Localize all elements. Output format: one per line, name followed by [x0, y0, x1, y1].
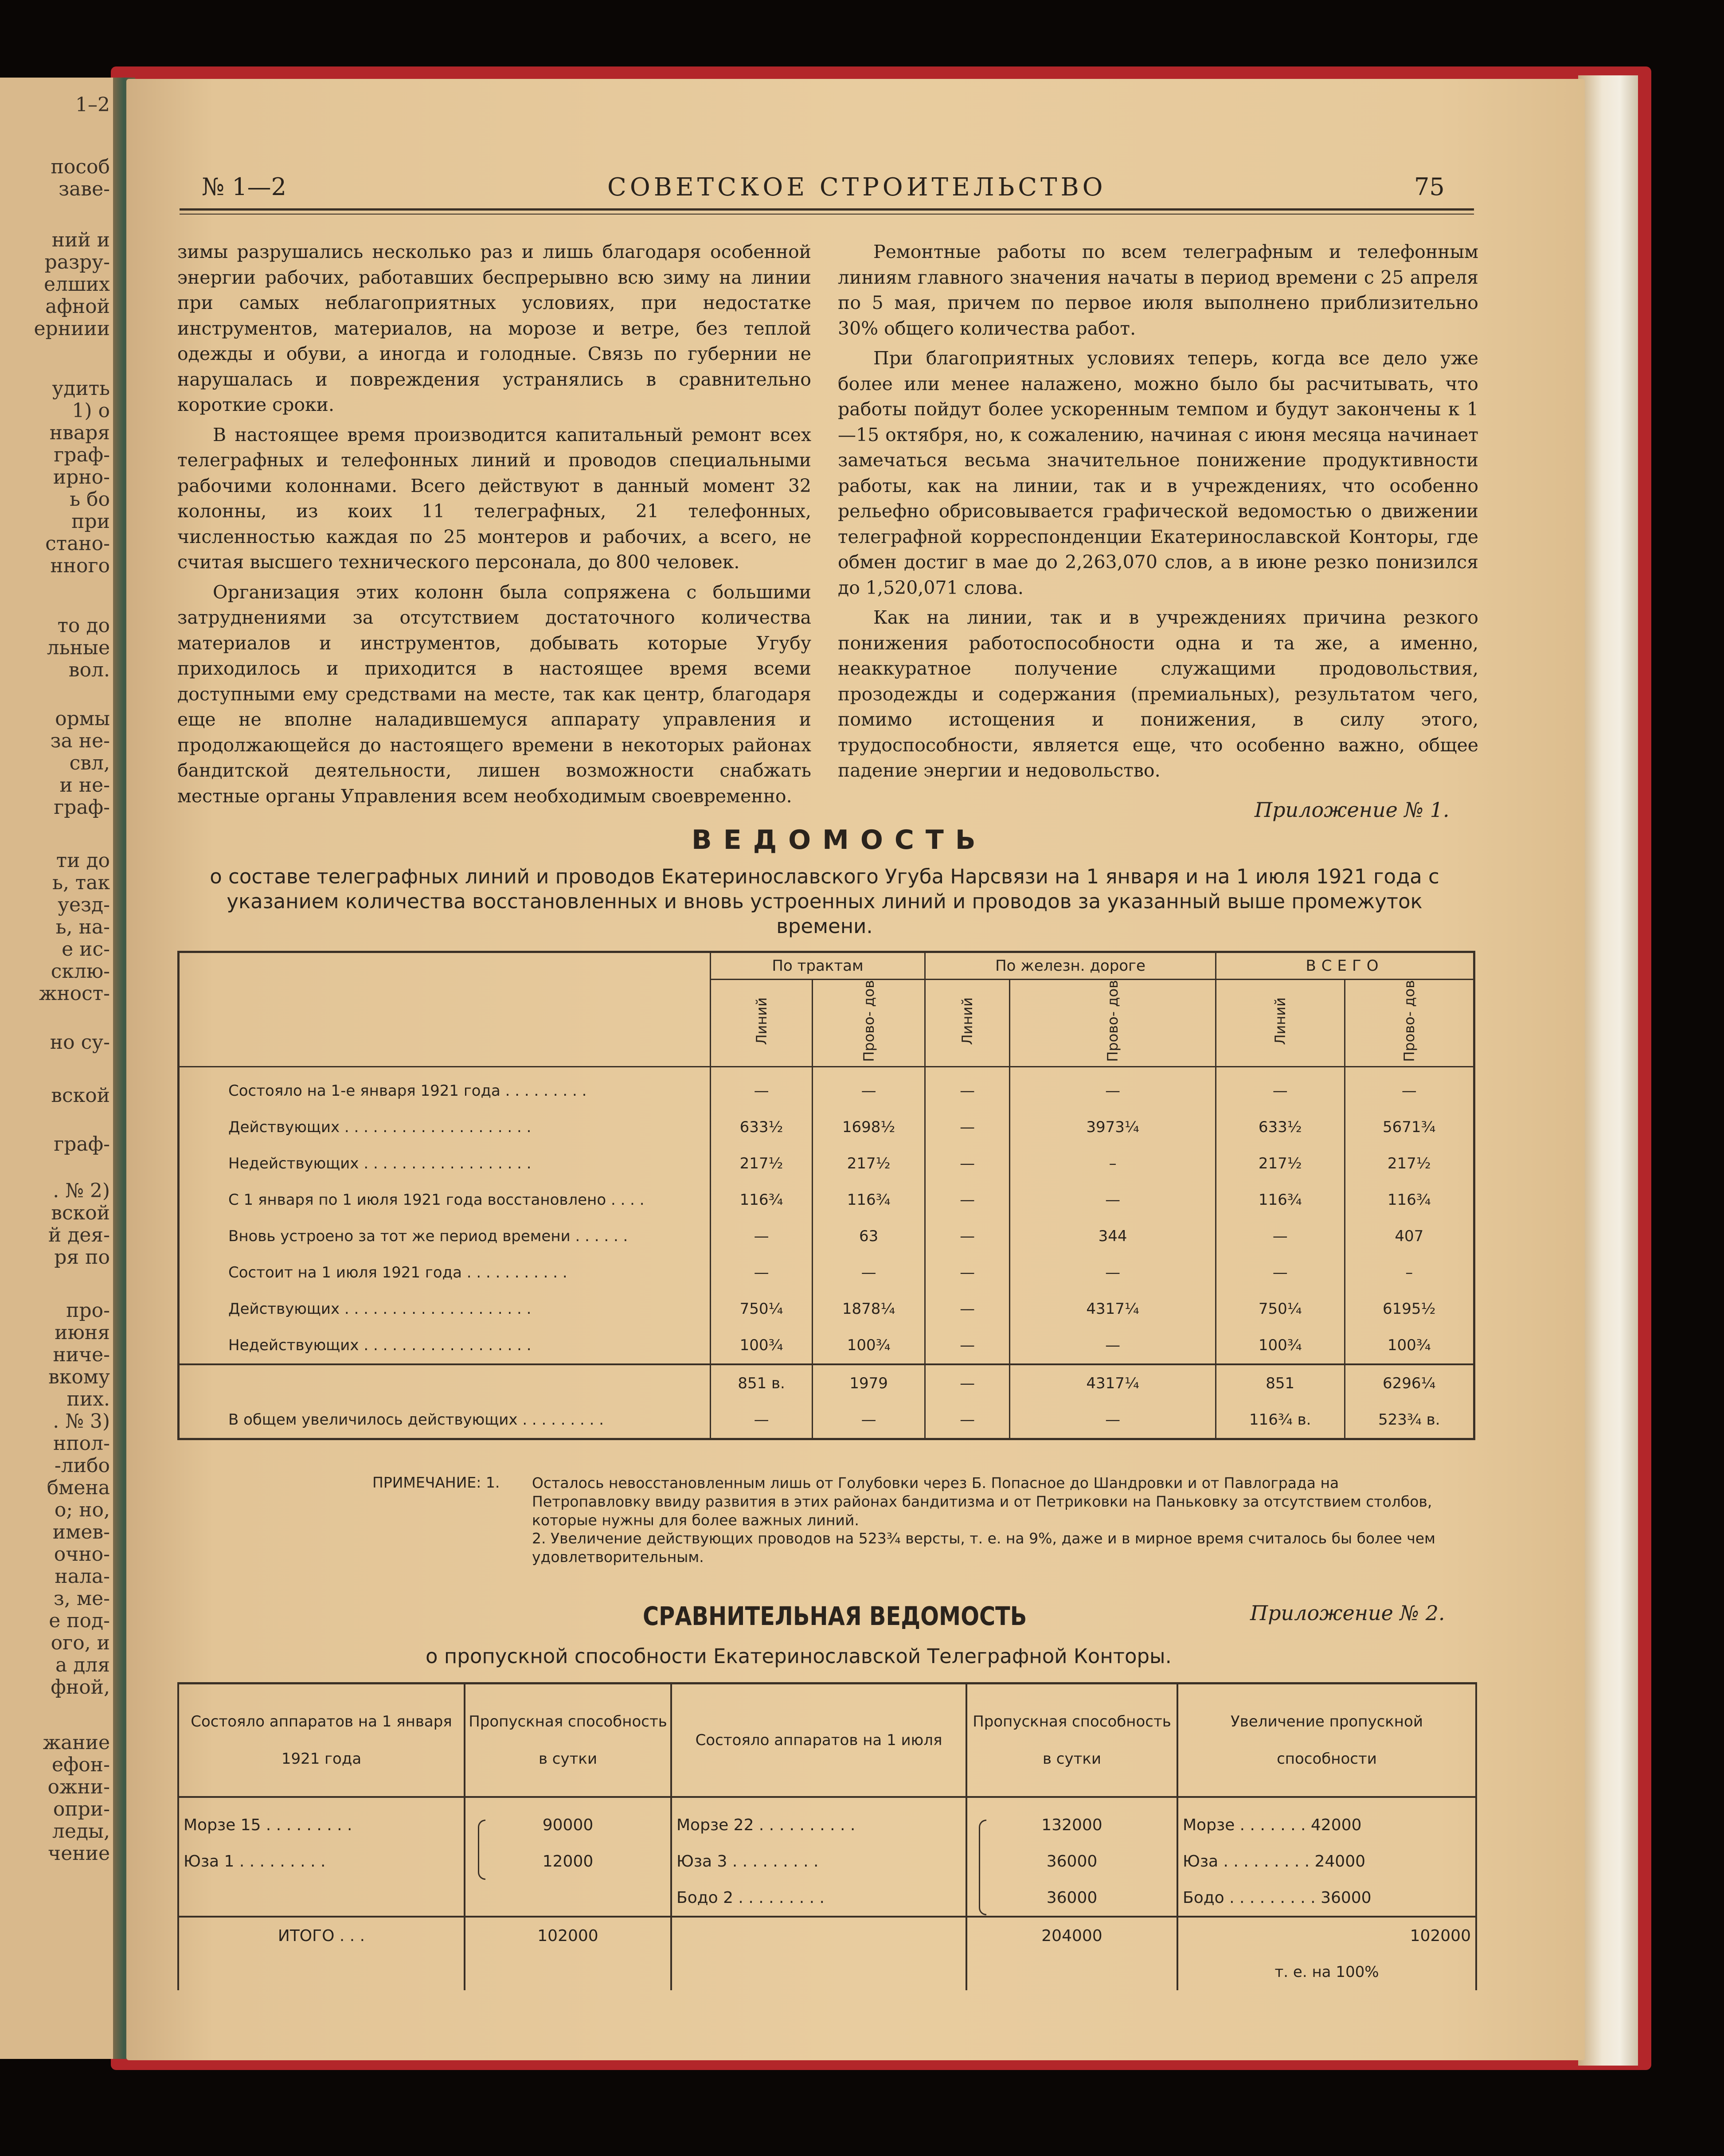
table-cell: —: [1216, 1254, 1345, 1291]
left-page-text-fragment: удить: [52, 377, 110, 400]
footnote: т. е. на 100%: [1177, 1954, 1476, 1990]
left-page-text-fragment: но су-: [50, 1031, 110, 1054]
table-cell: —: [711, 1218, 813, 1254]
left-page-text-fragment: ти до: [56, 849, 110, 872]
table-cell: 1878¼: [813, 1291, 925, 1327]
table-row: [179, 1254, 1474, 1291]
left-page-text-fragment: вской: [51, 1084, 110, 1107]
left-page-text-fragment: жание: [43, 1731, 110, 1754]
table-cell: 217½: [1345, 1145, 1474, 1182]
left-page-text-fragment: и не-: [59, 774, 110, 797]
left-page-text-fragment: склю-: [51, 960, 110, 983]
left-page-text-fragment: е ис-: [62, 938, 110, 961]
row-label: Состояло на 1-е января 1921 года . . . . . . . . .: [228, 1082, 587, 1100]
left-page-text-fragment: й дея-: [48, 1224, 110, 1246]
statement-subtitle: о составе телеграфных линий и проводов Екатеринославского Угуба Нарсвязи на 1 января и на 1 июля 1921 года с указанием количества восстановленных и вновь устроенных линий и проводов за указанный выше промежуток времени.: [210, 865, 1439, 938]
note-text: Осталось невосстановленным лишь от Голубовки через Б. Попасное до Шандровки и от Павлограда на Петропавловку ввиду развития в этих районах бандитизма и от Петриковки на Паньковку за отсутствием столбов, которые нужны для более важных линий.: [532, 1474, 1432, 1529]
table-row: [179, 1182, 1474, 1218]
table-cell: —: [813, 1402, 925, 1439]
row-label: Действующих . . . . . . . . . . . . . . . . . . . .: [228, 1118, 532, 1136]
table-cell: —: [1010, 1182, 1216, 1218]
sub-header: Линий: [925, 980, 1010, 1067]
sub-header: Прово- дов: [813, 980, 925, 1067]
left-page-text-fragment: свл,: [69, 752, 110, 774]
left-page-text-fragment: пих.: [66, 1388, 110, 1410]
table-cell: 116¾: [1216, 1182, 1345, 1218]
table-cell: 6296¼: [1345, 1364, 1474, 1402]
left-page-text-fragment: ирно-: [53, 466, 110, 488]
table-row: [178, 1879, 1476, 1917]
left-page-text-fragment: льные: [47, 637, 110, 659]
table-cell: —: [925, 1402, 1010, 1439]
left-page-text-fragment: уезд-: [58, 894, 110, 916]
left-page-text-fragment: про-: [66, 1299, 110, 1322]
left-page-text-fragment: -либо: [54, 1454, 110, 1477]
page-number: 75: [1414, 173, 1445, 201]
left-column: [177, 239, 811, 813]
cell: 102000: [1177, 1917, 1476, 1954]
issue-number: № 1—2: [202, 173, 286, 201]
table-cell: 116¾: [1345, 1182, 1474, 1218]
page-edges: [1578, 75, 1638, 2066]
row-label: Действующих . . . . . . . . . . . . . . . . . . . .: [228, 1300, 532, 1318]
left-page: [0, 78, 116, 2059]
table-cell: 63: [813, 1218, 925, 1254]
row-label: [179, 1364, 711, 1402]
left-page-text-fragment: елших: [43, 273, 110, 296]
left-page-text-fragment: ря по: [54, 1246, 110, 1269]
table-cell: —: [711, 1402, 813, 1439]
table-row: [179, 1066, 1474, 1109]
table-cell: —: [925, 1109, 1010, 1145]
left-page-text-fragment: вской: [51, 1202, 110, 1224]
group-header: По железн. дороге: [925, 952, 1216, 980]
table-cell: 1979: [813, 1364, 925, 1402]
left-page-text-fragment: за не-: [50, 730, 110, 752]
table-cell: 217½: [813, 1145, 925, 1182]
table-cell: —: [925, 1327, 1010, 1364]
table-cell: –: [1010, 1145, 1216, 1182]
table-cell: —: [925, 1254, 1010, 1291]
table-cell: 100¾: [1216, 1327, 1345, 1364]
left-page-text-fragment: ого, и: [51, 1632, 110, 1654]
cell: 204000: [966, 1917, 1177, 1954]
sub-header: Линий: [1216, 980, 1345, 1067]
left-page-text-fragment: ь бо: [70, 488, 110, 511]
row-label: С 1 января по 1 июля 1921 года восстановлено . . . .: [228, 1191, 645, 1209]
cell: 90000: [465, 1807, 671, 1843]
left-page-text-fragment: то до: [57, 614, 110, 637]
cell: 12000: [465, 1843, 671, 1879]
left-page-text-fragment: стано-: [45, 532, 110, 555]
table-cell: —: [925, 1364, 1010, 1402]
cell: Юза . . . . . . . . . 24000: [1177, 1843, 1476, 1879]
table-cell: —: [1216, 1218, 1345, 1254]
left-page-text-fragment: опри-: [53, 1798, 110, 1820]
cell: Бодо 2 . . . . . . . . .: [671, 1879, 966, 1917]
statement-title: ВЕДОМОСТЬ: [692, 824, 987, 855]
table-cell: —: [1010, 1327, 1216, 1364]
table-cell: 3973¼: [1010, 1109, 1216, 1145]
row-label: Недействующих . . . . . . . . . . . . . . . . . .: [228, 1154, 532, 1172]
footnote-row: [178, 1954, 1476, 1990]
bracket: [478, 1820, 485, 1880]
table-cell: 100¾: [711, 1327, 813, 1364]
table-row: [179, 1218, 1474, 1254]
journal-title: СОВЕТСКОЕ СТРОИТЕЛЬСТВО: [607, 173, 1106, 202]
cell: Юза 3 . . . . . . . . .: [671, 1843, 966, 1879]
left-page-text-fragment: 1) о: [72, 399, 110, 422]
left-page-text-fragment: з, ме-: [53, 1587, 110, 1610]
lines-statement-table: [177, 951, 1475, 1440]
table-row: [179, 1402, 1474, 1439]
table-cell: —: [925, 1066, 1010, 1109]
capacity-table: [177, 1682, 1477, 1990]
table-cell: 217½: [711, 1145, 813, 1182]
table-row: [179, 1109, 1474, 1145]
left-page-text-fragment: июня: [55, 1321, 110, 1344]
appendix-label: Приложение № 1.: [1255, 798, 1450, 822]
table-cell: 4317¼: [1010, 1291, 1216, 1327]
paragraph: В настоящее время производится капитальный ремонт всех телеграфных и телефонных линий и проводов специальными рабочими колоннами. Всего действуют в данный момент 32 колонны, из коих 11 телеграфных, 21 телефонных, численностью каждая по 25 монтеров и рабочих, а всего, не считая высшего технического персонала, до 800 человек.: [177, 424, 811, 573]
table-cell: —: [813, 1254, 925, 1291]
left-page-text-fragment: ний и: [51, 229, 110, 251]
table-row: [179, 1364, 1474, 1402]
table-cell: 116¾ в.: [1216, 1402, 1345, 1439]
left-page-text-fragment: при: [71, 510, 110, 533]
comparison-title: СРАВНИТЕЛЬНАЯ ВЕДОМОСТЬ: [643, 1601, 1027, 1631]
table-row: [178, 1807, 1476, 1843]
column-header: Пропускная способность в сутки: [465, 1683, 671, 1797]
header-rule: [180, 214, 1474, 215]
table-cell: —: [711, 1254, 813, 1291]
paragraph: При благоприятных условиях теперь, когда все дело уже более или менее налажено, можно было бы расчитывать, что работы пойдут более ускоренным темпом и будут закончены к 1—15 октября, но, к сожалению, начиная с июня месяца начинает замечаться весьма значительное понижение продуктивности работы, как на линии, так и в учреждениях, что особенно рельефно обрисовывается графической ведомостью о движении телеграфной корреспонденции Екатеринославской Конторы, где обмен достиг в мае до 2,263,070 слов, а в июне резко понизился до 1,520,071 слова.: [838, 348, 1478, 598]
table-cell: 633½: [711, 1109, 813, 1145]
bracket: [979, 1820, 986, 1915]
table-cell: –: [1345, 1254, 1474, 1291]
table-cell: —: [1216, 1066, 1345, 1109]
left-page-text-fragment: нала-: [55, 1565, 110, 1588]
cell: 102000: [465, 1917, 671, 1954]
cell: Морзе . . . . . . . 42000: [1177, 1807, 1476, 1843]
table-cell: 1698½: [813, 1109, 925, 1145]
row-label: Состоит на 1 июля 1921 года . . . . . . . . . . .: [228, 1263, 567, 1281]
left-page-text-fragment: граф-: [54, 444, 110, 466]
table-cell: —: [925, 1291, 1010, 1327]
left-page-text-fragment: афной: [45, 295, 110, 318]
row-label-header: [179, 952, 711, 1067]
left-page-text-fragment: заве-: [59, 178, 110, 200]
row-label: Недействующих . . . . . . . . . . . . . . . . . .: [228, 1336, 532, 1354]
comparison-subtitle: о пропускной способности Екатеринославской Телеграфной Конторы.: [426, 1644, 1172, 1668]
left-page-text-fragment: фной,: [51, 1676, 110, 1699]
left-page-text-fragment: ефон-: [51, 1754, 110, 1776]
table-cell: 523¾ в.: [1345, 1402, 1474, 1439]
cell: [178, 1879, 465, 1917]
cell: [465, 1879, 671, 1917]
left-page-text-fragment: о; но,: [54, 1499, 110, 1521]
cell: 36000: [966, 1843, 1177, 1879]
table-cell: —: [711, 1066, 813, 1109]
table-cell: 344: [1010, 1218, 1216, 1254]
table-cell: 100¾: [1345, 1327, 1474, 1364]
table-cell: —: [925, 1145, 1010, 1182]
table-cell: —: [1010, 1254, 1216, 1291]
left-page-text-fragment: вол.: [68, 659, 110, 681]
table-cell: 116¾: [711, 1182, 813, 1218]
left-page-text-fragment: е под-: [49, 1609, 110, 1632]
table-cell: —: [1345, 1066, 1474, 1109]
table-row: [179, 1291, 1474, 1327]
right-column: [838, 239, 1478, 788]
row-label: В общем увеличилось действующих . . . . . . . . .: [228, 1410, 604, 1429]
table-cell: 851 в.: [711, 1364, 813, 1402]
paragraph: зимы разрушались несколько раз и лишь благодаря особенной энергии рабочих, работавших беспрерывно всю зиму на линии при самых неблагоприятных условиях, при недостатке инструментов, материалов, на морозе и ветре, без теплой одежды и обуви, а иногда и голодные. Связь по губернии не нарушалась и повреждения устранялись в сравнительно короткие сроки.: [177, 241, 811, 415]
table-cell: —: [925, 1218, 1010, 1254]
appendix-label: Приложение № 2.: [1250, 1601, 1445, 1625]
left-page-text-fragment: 1–2: [75, 94, 110, 116]
left-page-text-fragment: нпол-: [53, 1432, 110, 1455]
note-text: 2. Увеличение действующих проводов на 523¾ версты, т. е. на 9%, даже и в мирное время считалось бы более чем удовлетворительным.: [532, 1530, 1435, 1566]
left-page-text-fragment: ь, на-: [55, 916, 110, 938]
group-header: ВСЕГО: [1216, 952, 1474, 980]
sub-header: Прово- дов: [1010, 980, 1216, 1067]
table-cell: 116¾: [813, 1182, 925, 1218]
left-page-text-fragment: нного: [50, 555, 110, 577]
left-page-text-fragment: нваря: [49, 422, 110, 444]
table-cell: 750¼: [1216, 1291, 1345, 1327]
left-page-text-fragment: разру-: [44, 251, 110, 273]
table-cell: —: [925, 1182, 1010, 1218]
left-page-text-fragment: а для: [55, 1654, 110, 1676]
table-cell: 633½: [1216, 1109, 1345, 1145]
left-page-text-fragment: очно-: [54, 1543, 110, 1566]
column-header: Увеличение пропускной способности: [1177, 1683, 1476, 1797]
cell: Юза 1 . . . . . . . . .: [184, 1852, 326, 1871]
cell: Морзе 15 . . . . . . . . .: [184, 1816, 352, 1834]
row-label: Вновь устроено за тот же период времени . . . . . .: [228, 1227, 628, 1245]
table-cell: 5671¾: [1345, 1109, 1474, 1145]
column-header: Состояло аппаратов на 1 июля: [671, 1683, 966, 1797]
table-cell: —: [813, 1066, 925, 1109]
cell: 132000: [966, 1807, 1177, 1843]
table-cell: —: [1010, 1402, 1216, 1439]
group-header: По трактам: [711, 952, 925, 980]
left-page-text-fragment: ниче-: [53, 1344, 110, 1366]
left-page-text-fragment: вкому: [48, 1366, 110, 1388]
table-cell: 100¾: [813, 1327, 925, 1364]
paragraph: Ремонтные работы по всем телеграфным и телефонным линиям главного значения начаты в период времени с 25 апреля по 5 мая, причем по первое июля выполнено приблизительно 30% общего количества работ.: [838, 241, 1478, 339]
table-row: [178, 1843, 1476, 1879]
total-label: ИТОГО . . .: [178, 1917, 465, 1954]
left-page-text-fragment: . № 2): [53, 1180, 110, 1202]
left-page-text-fragment: ожни-: [47, 1776, 110, 1798]
left-page-text-fragment: . № 3): [53, 1410, 110, 1433]
left-page-text-fragment: пособ: [51, 156, 110, 178]
cell: Бодо . . . . . . . . . 36000: [1177, 1879, 1476, 1917]
paragraph: Организация этих колонн была сопряжена с большими затруднениями за отсутствием достаточного количества материалов и инструментов, добывать которые Угубу приходилось и приходится в настоящее время всеми доступными ему средствами на месте, так как центр, благодаря еще не вполне наладившемуся аппарату управления и продолжающейся до настоящего времени в некоторых районах бандитской деятельности, лишен возможности снабжать местные органы Управления всем необходимым своевременно.: [177, 581, 811, 807]
table-cell: 851: [1216, 1364, 1345, 1402]
left-page-text-fragment: чение: [48, 1842, 110, 1865]
left-page-text-fragment: имев-: [52, 1521, 110, 1543]
table-cell: 750¼: [711, 1291, 813, 1327]
left-page-text-fragment: ь, так: [52, 871, 110, 894]
column-header: Пропускная способность в сутки: [966, 1683, 1177, 1797]
sub-header: Линий: [711, 980, 813, 1067]
table-cell: 217½: [1216, 1145, 1345, 1182]
column-header: Состояло аппаратов на 1 января 1921 года: [178, 1683, 465, 1797]
cell: [671, 1917, 966, 1954]
header-rule: [180, 208, 1474, 211]
table-cell: —: [1010, 1066, 1216, 1109]
table-cell: 4317¼: [1010, 1364, 1216, 1402]
left-page-text-fragment: леды,: [52, 1820, 110, 1843]
left-page-text-fragment: граф-: [54, 1133, 110, 1156]
cell: Морзе 22 . . . . . . . . . .: [671, 1807, 966, 1843]
table-cell: 407: [1345, 1218, 1474, 1254]
table-row: [179, 1327, 1474, 1364]
left-page-text-fragment: граф-: [54, 796, 110, 819]
total-row: [178, 1917, 1476, 1954]
table-cell: 6195½: [1345, 1291, 1474, 1327]
left-page-text-fragment: жност-: [39, 982, 110, 1005]
left-page-text-fragment: бмена: [47, 1476, 110, 1499]
left-page-text-fragment: ормы: [55, 707, 110, 730]
cell: 36000: [966, 1879, 1177, 1917]
table-row: [179, 1145, 1474, 1182]
left-page-text-fragment: ерниии: [34, 317, 110, 340]
note-heading: ПРИМЕЧАНИЕ: 1.: [372, 1474, 500, 1491]
paragraph: Как на линии, так и в учреждениях причина резкого понижения работоспособности одна и та же, а именно, неаккуратное получение служащими продовольствия, прозодежды и содержания (премиальных), результатом чего, помимо истощения и понижения, в силу этого, трудоспособности, является еще, что особенно важно, общее падение энергии и недовольство.: [838, 607, 1478, 781]
sub-header: Прово- дов: [1345, 980, 1474, 1067]
